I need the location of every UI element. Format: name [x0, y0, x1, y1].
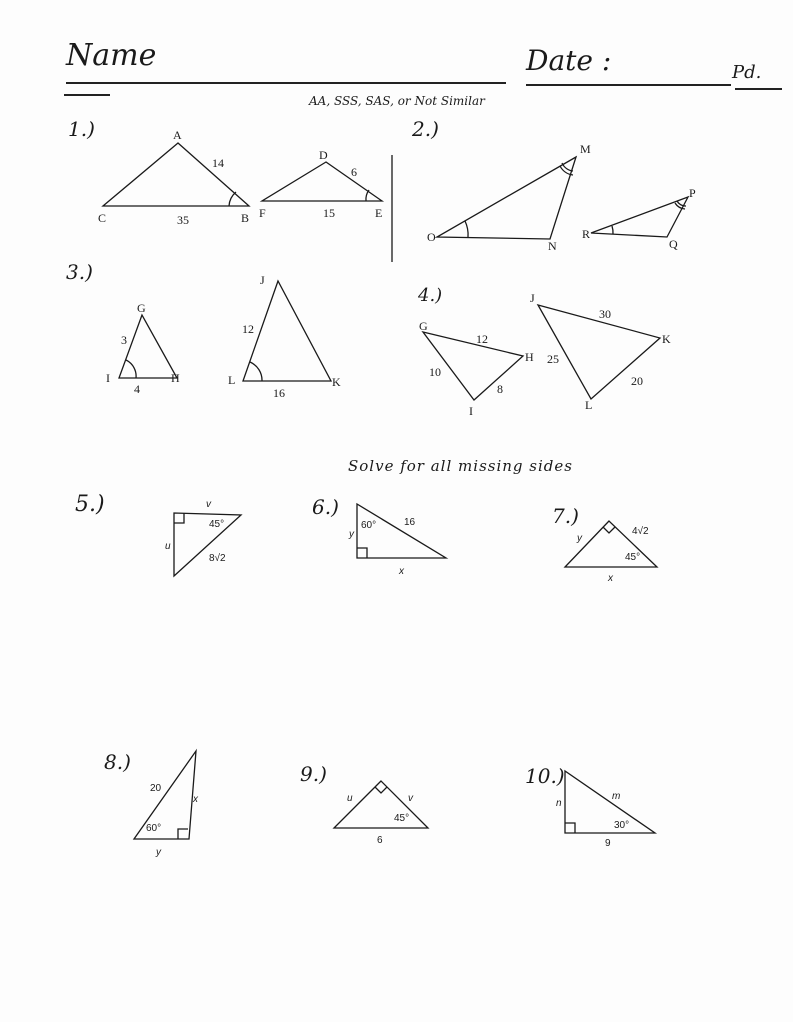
problem-10-number: 10.): [525, 764, 565, 788]
solve-instructions: Solve for all missing sides: [348, 457, 573, 475]
label-v-5: v: [206, 499, 211, 510]
vertex-o: O: [427, 230, 436, 244]
triangle-6: [357, 504, 446, 558]
side-fe-label: 15: [323, 206, 335, 220]
vertex-b: B: [241, 211, 250, 225]
vertex-f: F: [259, 206, 266, 220]
angle-60-8: 60°: [146, 823, 162, 834]
side-hi-label: 8: [497, 382, 503, 396]
period-label: Pd.: [732, 62, 762, 83]
problem-7-number: 7.): [552, 504, 579, 528]
label-x-6: x: [399, 566, 404, 577]
problem-9-number: 9.): [300, 762, 327, 786]
date-label: Date :: [526, 44, 612, 77]
triangle-def: [262, 162, 382, 201]
label-16: 16: [404, 517, 416, 528]
side-jl-label-4: 25: [547, 352, 559, 366]
angle-60-6: 60°: [361, 520, 377, 531]
vertex-m: M: [580, 142, 591, 156]
side-jk-label: 30: [599, 307, 611, 321]
vertex-i-4: I: [469, 404, 473, 418]
side-kl-label: 20: [631, 374, 643, 388]
side-jl-label: 12: [242, 322, 254, 336]
side-cb-label: 35: [177, 213, 189, 227]
vertex-g: G: [137, 301, 146, 315]
vertex-h: H: [171, 371, 180, 385]
side-gi-label-4: 10: [429, 365, 441, 379]
label-v-9: v: [408, 793, 413, 804]
vertex-g-4: G: [419, 319, 428, 333]
side-gi-label: 3: [121, 333, 127, 347]
angle-30-10: 30°: [614, 820, 630, 831]
problem-4-number: 4.): [418, 285, 443, 306]
triangle-8: [134, 751, 196, 839]
triangle-prq: [591, 197, 688, 237]
vertex-p: P: [689, 186, 696, 200]
side-lk-label: 16: [273, 386, 285, 400]
side-ih-label: 4: [134, 382, 140, 396]
vertex-l: L: [228, 373, 236, 387]
angle-45-9: 45°: [394, 813, 410, 824]
label-20: 20: [150, 783, 162, 794]
label-y-6: y: [349, 529, 354, 540]
label-m-10: m: [612, 791, 621, 802]
vertex-r: R: [582, 227, 591, 241]
vertex-j-4: J: [530, 291, 535, 305]
side-ab-label: 14: [212, 156, 224, 170]
vertex-h-4: H: [525, 350, 534, 364]
label-n-10: n: [556, 798, 562, 809]
label-9: 9: [605, 838, 611, 849]
angle-r-arc: [612, 226, 613, 234]
angle-l-arc: [250, 362, 262, 381]
side-de-label: 6: [351, 165, 357, 179]
problem-5-number: 5.): [75, 492, 105, 517]
vertex-k: K: [332, 375, 341, 389]
label-4root2: 4√2: [632, 526, 649, 537]
angle-o-arc: [465, 221, 468, 237]
vertex-a: A: [173, 128, 182, 142]
triangle-mon: [437, 157, 576, 239]
problem-8-number: 8.): [104, 750, 131, 774]
vertex-e: E: [375, 206, 383, 220]
label-x-7: x: [608, 573, 613, 584]
problem-3-number: 3.): [66, 260, 93, 284]
label-u-9: u: [347, 793, 353, 804]
vertex-c: C: [98, 211, 107, 225]
triangle-10: [565, 771, 655, 833]
vertex-j: J: [260, 273, 265, 287]
triangle-abc: [103, 143, 249, 206]
label-y-7: y: [577, 533, 582, 544]
label-8root2: 8√2: [209, 553, 226, 564]
angle-45-7: 45°: [625, 552, 641, 563]
problem-1-number: 1.): [68, 117, 95, 141]
triangle-gih: [119, 315, 177, 378]
label-6: 6: [377, 835, 383, 846]
angle-i-arc: [126, 360, 136, 378]
vertex-d: D: [319, 148, 328, 162]
side-gh-label: 12: [476, 332, 488, 346]
label-x-8: x: [193, 794, 198, 805]
vertex-q: Q: [669, 237, 678, 251]
vertex-i: I: [106, 371, 110, 385]
label-y-8: y: [156, 847, 161, 858]
vertex-k-4: K: [662, 332, 671, 346]
angle-e-arc: [366, 190, 369, 201]
vertex-n: N: [548, 239, 557, 253]
label-u-5: u: [165, 541, 171, 552]
similarity-instructions: AA, SSS, SAS, or Not Similar: [309, 94, 485, 108]
angle-45-5: 45°: [209, 519, 225, 530]
vertex-l-4: L: [585, 398, 593, 412]
problem-2-number: 2.): [412, 117, 439, 141]
problem-6-number: 6.): [312, 495, 339, 519]
name-label: Name: [66, 38, 157, 73]
triangle-9: [334, 781, 428, 828]
